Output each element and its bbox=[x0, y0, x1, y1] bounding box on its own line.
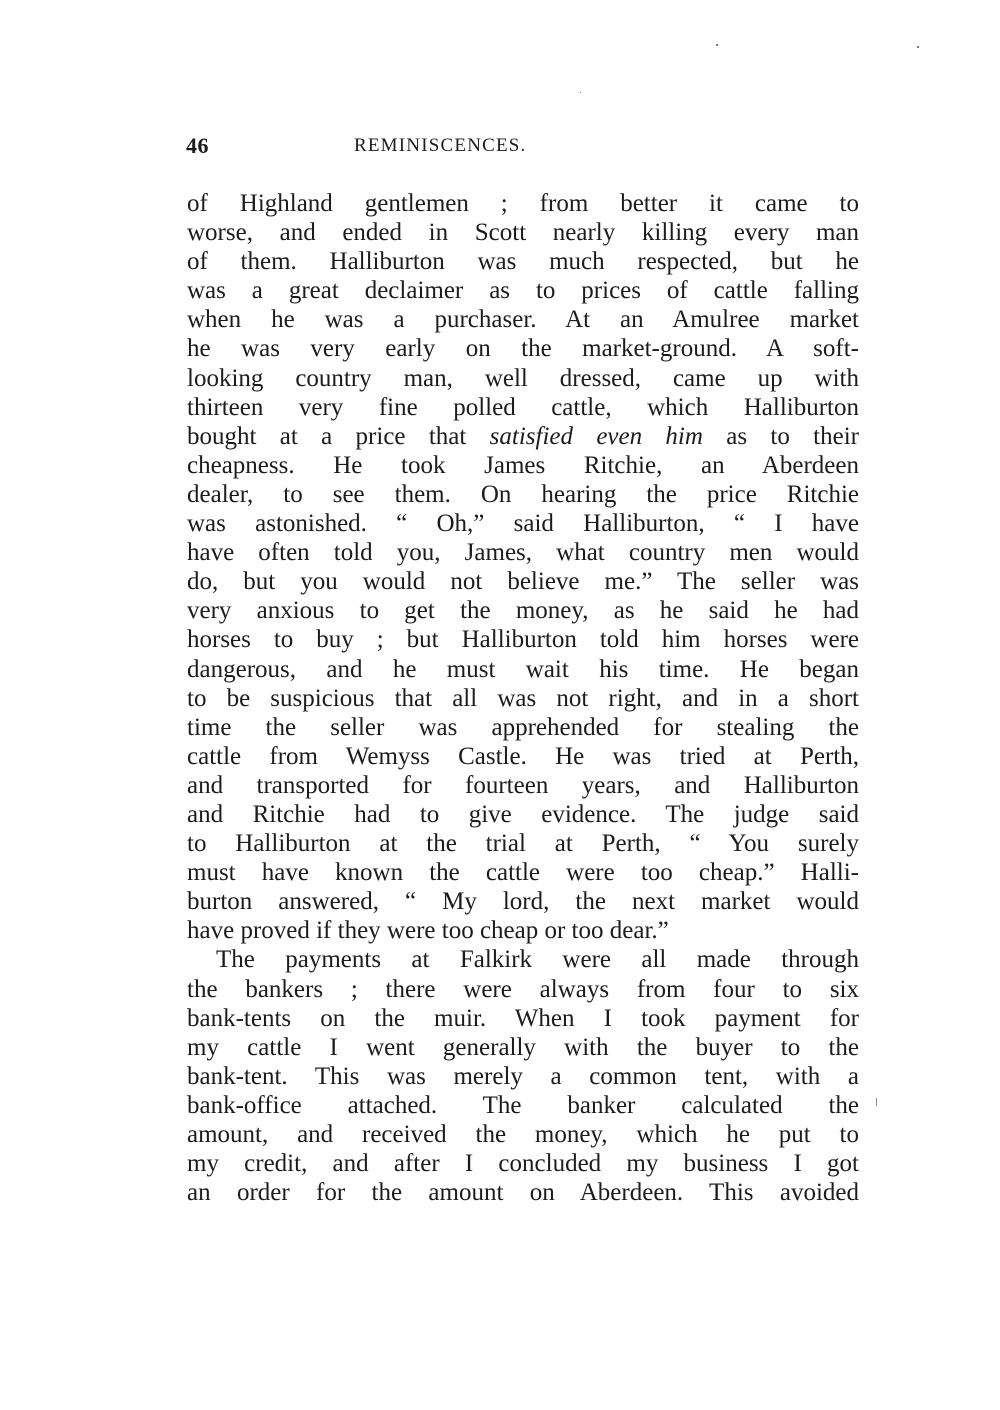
text-line: the bankers ; there were always from four to six bbox=[187, 975, 859, 1003]
text-segment: bought at a price that bbox=[187, 422, 490, 450]
text-line: amount, and received the money, which he put to bbox=[187, 1121, 859, 1148]
text-line-with-italic bbox=[187, 422, 859, 451]
text-line: was astonished. “ Oh,” said Halliburton, “ I have bbox=[187, 510, 859, 538]
text-line: dangerous, and he must wait his time. He began bbox=[187, 655, 859, 683]
text-line: was a great declaimer as to prices of cattle falling bbox=[187, 277, 859, 305]
print-speck bbox=[876, 1098, 877, 1106]
text-line: burton answered, “ My lord, the next market would bbox=[187, 888, 859, 916]
page-header bbox=[186, 133, 858, 163]
text-line: of them. Halliburton was much respected, but he bbox=[187, 248, 859, 276]
running-head: REMINISCENCES. bbox=[354, 135, 527, 156]
print-speck bbox=[580, 92, 581, 93]
text-line: very anxious to get the money, as he said he had bbox=[187, 597, 859, 625]
paragraph-start-line: The payments at Falkirk were all made through bbox=[216, 946, 859, 974]
text-line: worse, and ended in Scott nearly killing every man bbox=[187, 219, 859, 247]
text-line: time the seller was apprehended for stealing the bbox=[187, 713, 859, 741]
text-line: of Highland gentlemen ; from better it came to bbox=[187, 190, 859, 217]
text-line: do, but you would not believe me.” The seller was bbox=[187, 568, 859, 596]
text-line: looking country man, well dressed, came up with bbox=[187, 364, 859, 392]
print-speck bbox=[917, 46, 919, 48]
text-line: bank-tent. This was merely a common tent, with a bbox=[187, 1062, 859, 1090]
body-text bbox=[187, 189, 859, 1207]
text-line: and transported for fourteen years, and Halliburton bbox=[187, 771, 859, 799]
text-line: horses to buy ; but Halliburton told him horses were bbox=[187, 626, 859, 654]
text-line: thirteen very fine polled cattle, which Halliburton bbox=[187, 393, 859, 421]
text-line: have often told you, James, what country men would bbox=[187, 539, 859, 567]
print-speck bbox=[716, 44, 718, 46]
text-line: he was very early on the market-ground. A soft- bbox=[187, 335, 859, 363]
text-line: bank-tents on the muir. When I took payment for bbox=[187, 1004, 859, 1032]
italic-emphasis: satisfied even him bbox=[489, 422, 703, 450]
text-line: my cattle I went generally with the buyer to the bbox=[187, 1033, 859, 1061]
paragraph-end-line: have proved if they were too cheap or too dear.” bbox=[187, 917, 669, 945]
text-line: cattle from Wemyss Castle. He was tried at Perth, bbox=[187, 742, 859, 770]
text-line: dealer, to see them. On hearing the price Ritchie bbox=[187, 480, 859, 508]
text-segment: as to their bbox=[702, 422, 859, 450]
text-line: must have known the cattle were too cheap.” Halli- bbox=[187, 859, 859, 887]
text-line: my credit, and after I concluded my business I got bbox=[187, 1150, 859, 1178]
text-line: to Halliburton at the trial at Perth, “ You surely bbox=[187, 830, 859, 858]
text-line: and Ritchie had to give evidence. The judge said bbox=[187, 800, 859, 828]
text-line: an order for the amount on Aberdeen. This avoided bbox=[187, 1179, 859, 1207]
text-line: bank-office attached. The banker calculated the bbox=[187, 1091, 859, 1119]
text-line: when he was a purchaser. At an Amulree market bbox=[187, 306, 859, 334]
page-number: 46 bbox=[186, 133, 209, 158]
text-line: cheapness. He took James Ritchie, an Aberdeen bbox=[187, 451, 859, 479]
text-line: to be suspicious that all was not right, and in a short bbox=[187, 684, 859, 712]
